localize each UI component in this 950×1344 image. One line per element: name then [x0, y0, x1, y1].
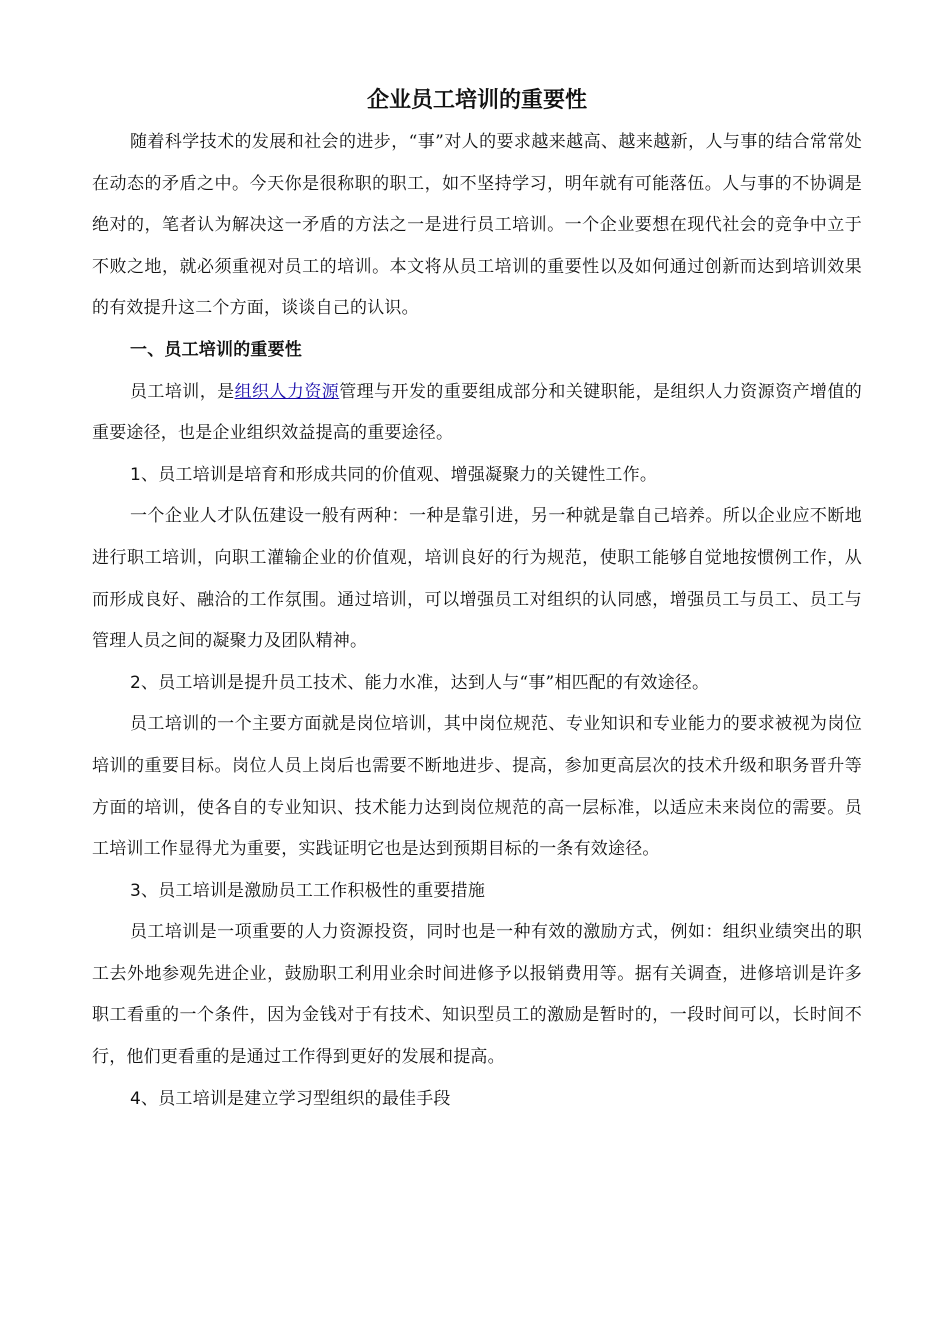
point3-title [92, 871, 862, 913]
point4-title [92, 1079, 862, 1121]
point1-body: 一个企业人才队伍建设一般有两种：一种是靠引进，另一种就是靠自己培养。所以企业应不断地进行职工培训，向职工灌输企业的价值观，培训良好的行为规范，使职工能够自觉地按惯例工作，从而形成良好、融洽的工作氛围。通过培训，可以增强员工对组织的认同感，增强员工与员工、员工与管理人员之间的凝聚力及团队精神。 [92, 506, 862, 652]
point3-number: 3 [130, 880, 142, 901]
point4-number: 4 [130, 1088, 142, 1109]
document-page [92, 78, 862, 1120]
point4-title-text: 、员工培训是建立学习型组织的最佳手段 [141, 1088, 451, 1109]
section1-text-before-link: 员工培训，是 [130, 381, 235, 402]
point2-title-text: 、员工培训是提升员工技术、能力水准，达到人与“事”相匹配的有效途径。 [141, 672, 710, 693]
point3-title-text: 、员工培训是激励员工工作积极性的重要措施 [141, 880, 486, 901]
point1-title [92, 455, 862, 497]
intro-paragraph: 随着科学技术的发展和社会的进步，“事”对人的要求越来越高、越来越新，人与事的结合常常处在动态的矛盾之中。今天你是很称职的职工，如不坚持学习，明年就有可能落伍。人与事的不协调是绝对的，笔者认为解决这一矛盾的方法之一是进行员工培训。一个企业要想在现代社会的竞争中立于不败之地，就必须重视对员工的培训。本文将从员工培训的重要性以及如何通过创新而达到培训效果的有效提升这二个方面，谈谈自己的认识。 [92, 132, 862, 319]
point2-body: 员工培训的一个主要方面就是岗位培训，其中岗位规范、专业知识和专业能力的要求被视为岗位培训的重要目标。岗位人员上岗后也需要不断地进步、提高，参加更高层次的技术升级和职务晋升等方面的培训，使各自的专业知识、技术能力达到岗位规范的高一层标准，以适应未来岗位的需要。员工培训工作显得尤为重要，实践证明它也是达到预期目标的一条有效途径。 [92, 714, 862, 860]
point2-number: 2 [130, 672, 142, 693]
point2-title [92, 663, 862, 705]
point3-body: 员工培训是一项重要的人力资源投资，同时也是一种有效的激励方式，例如：组织业绩突出的职工去外地参观先进企业，鼓励职工利用业余时间进修予以报销费用等。据有关调查，进修培训是许多职工看重的一个条件，因为金钱对于有技术、知识型员工的激励是暂时的，一段时间可以，长时间不行，他们更看重的是通过工作得到更好的发展和提高。 [92, 922, 862, 1068]
section1-text-after-link: 管理与开发的重要组成部分和关键职能，是组织人力资源资产增值的重要途径，也是企业组织效益提高的重要途径。 [92, 381, 863, 444]
section-heading-importance: 一、员工培训的重要性 [130, 339, 302, 360]
point1-number: 1 [130, 464, 142, 485]
document-title: 企业员工培训的重要性 [366, 87, 587, 113]
hr-resource-link[interactable]: 组织人力资源 [234, 381, 340, 402]
section1-paragraph [92, 372, 862, 455]
point1-title-text: 、员工培训是培育和形成共同的价值观、增强凝聚力的关键性工作。 [141, 464, 658, 485]
